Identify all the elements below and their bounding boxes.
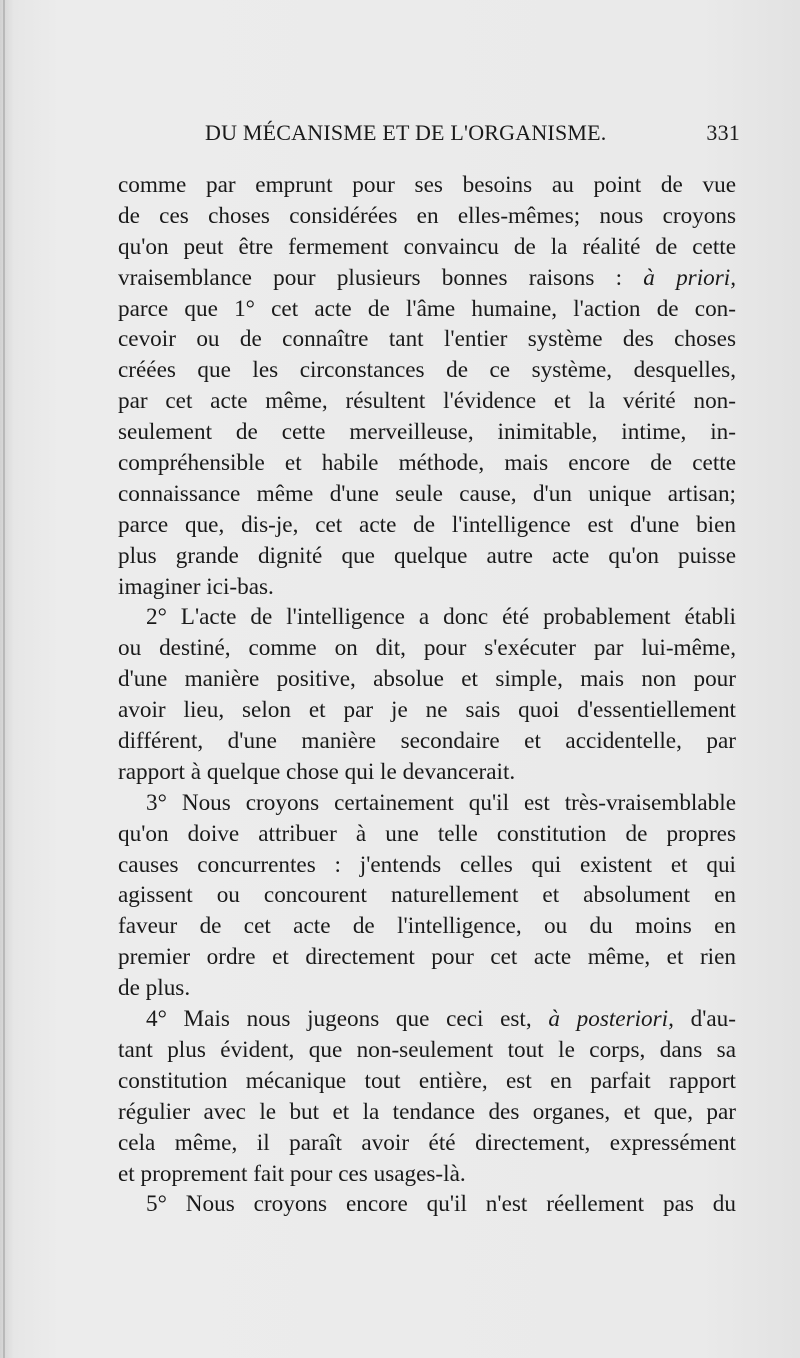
- text-line: par cet acte même, résultent l'évidence et la vérité non-: [118, 388, 736, 415]
- text-line: avoir lieu, selon et par je ne sais quoi d'essentiellement: [118, 697, 736, 724]
- text-line: compréhensible et habile méthode, mais encore de cette: [118, 450, 736, 477]
- text-line: différent, d'une manière secondaire et accidentelle, par: [118, 728, 736, 755]
- running-head-title: DU MÉCANISME ET DE L'ORGANISME.: [205, 120, 607, 145]
- text-line: causes concurrentes : j'entends celles qui existent et qui: [118, 851, 736, 878]
- text-line: 4° Mais nous jugeons que ceci est, à posteriori, d'au-: [146, 1006, 736, 1033]
- text-line: tant plus évident, que non-seulement tout le corps, dans sa: [118, 1036, 736, 1063]
- text-line: 3° Nous croyons certainement qu'il est très-vraisemblable: [146, 789, 736, 816]
- page-number: 331: [706, 120, 740, 145]
- text-line: faveur de cet acte de l'intelligence, ou du moins en: [118, 913, 736, 940]
- italic-term: à priori,: [643, 264, 736, 291]
- text-line: parce que 1° cet acte de l'âme humaine, l'action de con-: [118, 295, 736, 322]
- text-line: 5° Nous croyons encore qu'il n'est réellement pas du: [146, 1191, 736, 1218]
- text-line: ou destiné, comme on dit, pour s'exécuter par lui-même,: [118, 635, 736, 662]
- text-line: et proprement fait pour ces usages-là.: [118, 1160, 466, 1187]
- text-line: comme par emprunt pour ses besoins au point de vue: [118, 172, 736, 198]
- text-line: de plus.: [118, 975, 191, 1002]
- text-line: constitution mécanique tout entière, est en parfait rapport: [118, 1067, 736, 1094]
- text-line: qu'on doive attribuer à une telle constitution de propres: [118, 820, 736, 847]
- text-line: cevoir ou de connaître tant l'entier système des choses: [118, 326, 736, 353]
- text-line: agissent ou concourent naturellement et absolument en: [118, 882, 736, 909]
- text-line: premier ordre et directement pour cet acte même, et rien: [118, 944, 736, 971]
- text-line: parce que, dis-je, cet acte de l'intelligence est d'une bien: [118, 511, 736, 538]
- text-line: rapport à quelque chose qui le devancerait.: [118, 758, 516, 785]
- italic-term: à posteriori,: [548, 1006, 674, 1033]
- text-line: imaginer ici-bas.: [118, 573, 274, 600]
- text-line: cela même, il paraît avoir été directement, expressément: [118, 1129, 736, 1156]
- text-line: qu'on peut être fermement convaincu de la réalité de cette: [118, 233, 736, 260]
- text-line: de ces choses considérées en elles-mêmes; nous croyons: [118, 202, 736, 229]
- running-head: [205, 120, 740, 152]
- text-line: régulier avec le but et la tendance des organes, et que, par: [118, 1098, 736, 1125]
- text-line: d'une manière positive, absolue et simple, mais non pour: [118, 666, 736, 693]
- text-line: plus grande dignité que quelque autre acte qu'on puisse: [118, 542, 736, 569]
- body-text: [118, 170, 736, 1220]
- text-line: connaissance même d'une seule cause, d'un unique artisan;: [118, 480, 736, 507]
- text-line: créées que les circonstances de ce système, desquelles,: [118, 357, 736, 384]
- page-edge-shadow: [3, 0, 5, 1358]
- text-line: seulement de cette merveilleuse, inimitable, intime, in-: [118, 419, 736, 446]
- text-line: vraisemblance pour plusieurs bonnes raisons : à priori,: [118, 264, 736, 291]
- text-line: 2° L'acte de l'intelligence a donc été probablement établi: [146, 604, 736, 631]
